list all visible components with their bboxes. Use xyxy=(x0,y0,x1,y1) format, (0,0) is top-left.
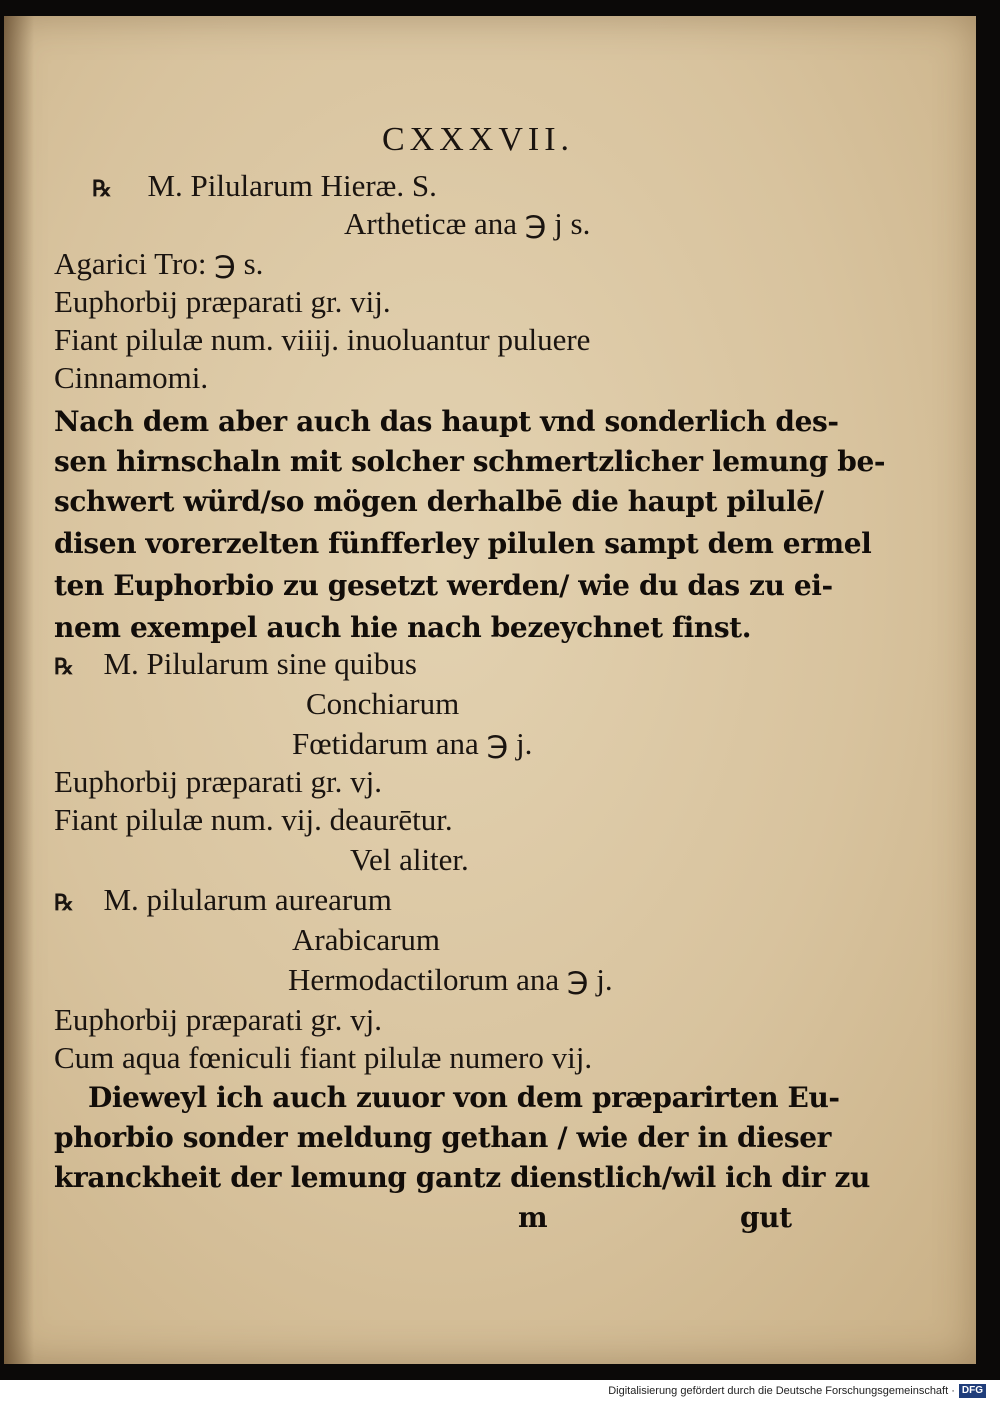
text-line: M. Pilularum sine quibus xyxy=(103,646,417,681)
page-spine-shadow xyxy=(4,16,34,1364)
fraktur-line: kranckheit der lemung gantz dienstlich/wil ich dir zu xyxy=(54,1161,870,1194)
fraktur-line: Nach dem aber auch das haupt vnd sonderlich des- xyxy=(54,405,839,438)
book-page xyxy=(4,16,976,1364)
fraktur-line: schwert würd/so mögen derhalbē die haupt pilulē/ xyxy=(54,485,824,518)
fraktur-line: Dieweyl ich auch zuuor von dem præparirten Eu- xyxy=(88,1081,840,1114)
recipe-symbol: ℞ xyxy=(92,176,112,201)
fraktur-line: phorbio sonder meldung gethan / wie der in dieser xyxy=(54,1121,831,1154)
text-line: Agarici Tro: ℈ s. xyxy=(54,246,264,281)
text-line: Hermodactilorum ana ℈ j. xyxy=(288,962,613,997)
text-line: Fiant pilulæ num. viiij. inuoluantur puluere xyxy=(54,322,591,357)
recipe-symbol: ℞ xyxy=(54,890,74,915)
text-line: Euphorbij præparati gr. vj. xyxy=(54,1002,383,1037)
catchword-signature: m xyxy=(518,1201,548,1234)
text-line: Cinnamomi. xyxy=(54,360,209,395)
recipe-line xyxy=(54,646,417,685)
footer-bar xyxy=(0,1380,1000,1402)
text-line: M. Pilularum Hieræ. S. xyxy=(147,168,437,203)
text-line: Conchiarum xyxy=(306,686,460,721)
recipe-line xyxy=(92,168,437,207)
text-line: Euphorbij præparati gr. vij. xyxy=(54,284,391,319)
text-line: Arabicarum xyxy=(292,922,441,957)
text-line: Cum aqua fœniculi fiant pilulæ numero vij. xyxy=(54,1040,593,1075)
text-line: Fœtidarum ana ℈ j. xyxy=(292,726,533,761)
fraktur-line: ten Euphorbio zu gesetzt werden/ wie du das zu ei- xyxy=(54,569,833,602)
dfg-logo: DFG xyxy=(959,1384,986,1398)
fraktur-line: nem exempel auch hie nach bezeychnet finst. xyxy=(54,611,752,644)
catchword: gut xyxy=(740,1201,792,1234)
fraktur-line: disen vorerzelten fünfferley pilulen sampt dem ermel xyxy=(54,527,872,560)
text-line: M. pilularum aurearum xyxy=(103,882,392,917)
recipe-line xyxy=(54,882,392,921)
recipe-symbol: ℞ xyxy=(54,654,74,679)
text-line: Vel aliter. xyxy=(350,842,469,877)
page-header: CXXXVII. xyxy=(382,121,575,158)
text-line: Fiant pilulæ num. vij. deaurētur. xyxy=(54,802,453,837)
funding-credit: Digitalisierung gefördert durch die Deutsche Forschungsgemeinschaft · xyxy=(608,1385,955,1397)
text-line: Euphorbij præparati gr. vj. xyxy=(54,764,383,799)
text-line: Artheticæ ana ℈ j s. xyxy=(344,206,591,241)
fraktur-line: sen hirnschaln mit solcher schmertzlicher lemung be- xyxy=(54,445,886,478)
